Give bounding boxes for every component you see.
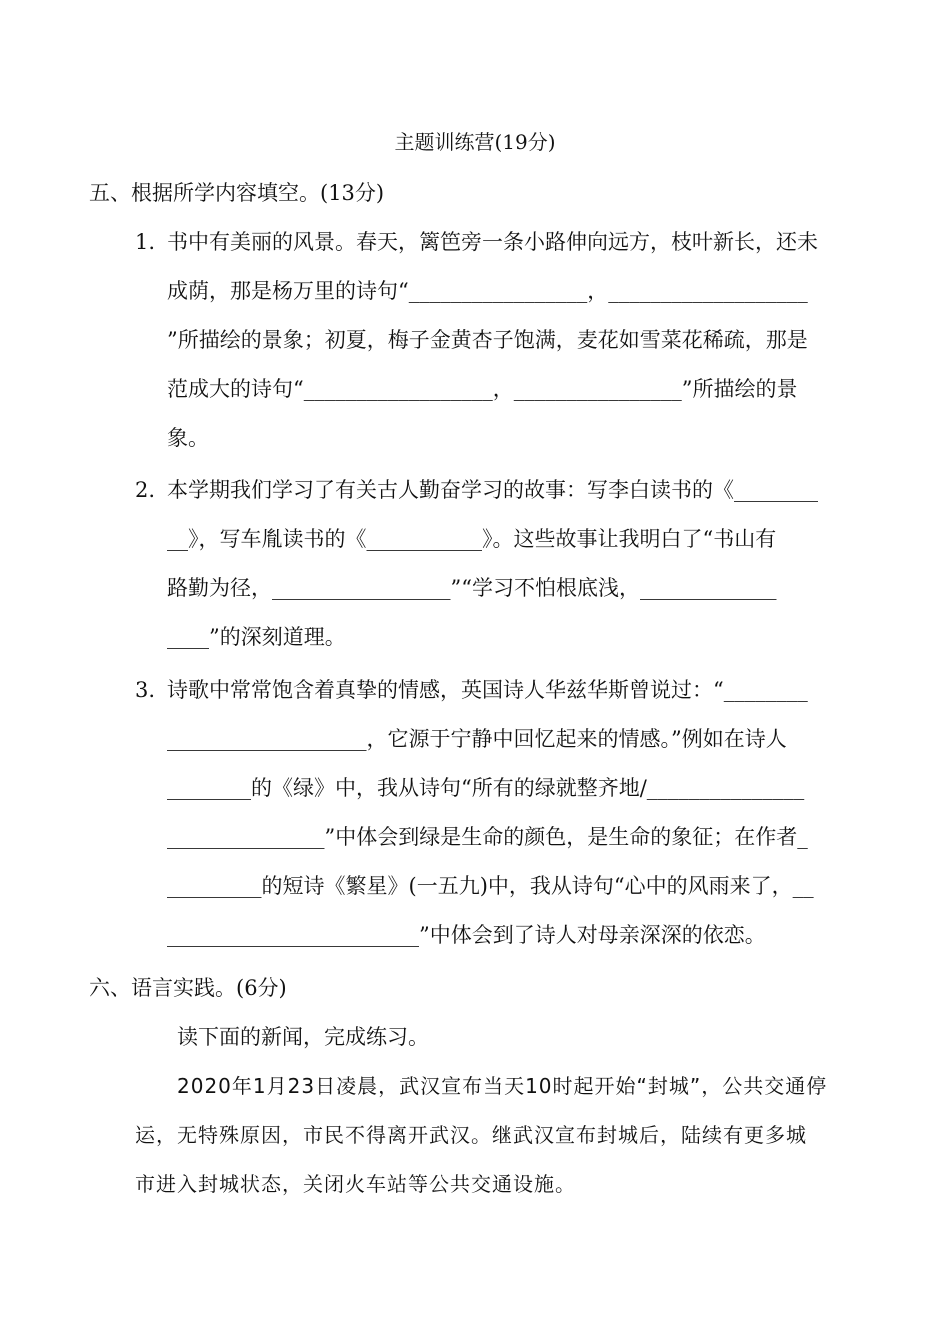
- question-2-line: ____”的深刻道理。: [167, 625, 346, 649]
- question-3-line: ________________________”中体会到了诗人对母亲深深的依恋。: [167, 923, 766, 947]
- question-2-line: 路勤为径，_________________”“学习不怕根底浅，_____________: [167, 576, 777, 600]
- question-1-line: ”所描绘的景象；初夏，梅子金黄杏子饱满，麦花如雪菜花稀疏，那是: [167, 328, 808, 352]
- news-paragraph-line: 2020年1月23日凌晨，武汉宣布当天10时起开始“封城”，公共交通停: [177, 1074, 828, 1098]
- question-3-line: ___________________，它源于宁静中回忆起来的情感。”例如在诗人: [167, 727, 787, 751]
- question-1-line: 书中有美丽的风景。春天，篱笆旁一条小路伸向远方，枝叶新长，还未: [167, 230, 818, 254]
- section-6-heading: 六、语言实践。(6分): [89, 976, 287, 1000]
- question-2-line: __》，写车胤读书的《___________》。这些故事让我明白了“书山有: [167, 527, 777, 551]
- section-5-heading: 五、根据所学内容填空。(13分): [89, 181, 385, 205]
- question-1-number: 1.: [135, 230, 156, 254]
- question-2-line: 本学期我们学习了有关古人勤奋学习的故事：写李白读书的《________: [167, 478, 818, 502]
- news-paragraph-line: 运，无特殊原因，市民不得离开武汉。继武汉宣布封城后，陆续有更多城: [135, 1123, 807, 1147]
- question-3-line: _______________”中体会到绿是生命的颜色，是生命的象征；在作者_: [167, 825, 808, 849]
- news-instruction: 读下面的新闻，完成练习。: [177, 1025, 429, 1049]
- question-1-line: 成荫，那是杨万里的诗句“_________________，___________________: [167, 279, 808, 303]
- question-3-number: 3.: [135, 678, 156, 702]
- question-1-line: 象。: [167, 426, 209, 450]
- question-3-line: _________的短诗《繁星》(一五九)中，我从诗句“心中的风雨来了，__: [167, 874, 814, 898]
- question-3-line: ________的《绿》中，我从诗句“所有的绿就整齐地/_______________: [167, 776, 805, 800]
- question-2-number: 2.: [135, 478, 156, 502]
- question-3-line: 诗歌中常常饱含着真挚的情感，英国诗人华兹华斯曾说过：“________: [167, 678, 808, 702]
- page-title: 主题训练营(19分): [394, 130, 556, 154]
- question-1-line: 范成大的诗句“__________________，________________”所描绘的景: [167, 377, 798, 401]
- news-paragraph-line: 市进入封城状态，关闭火车站等公共交通设施。: [135, 1172, 576, 1196]
